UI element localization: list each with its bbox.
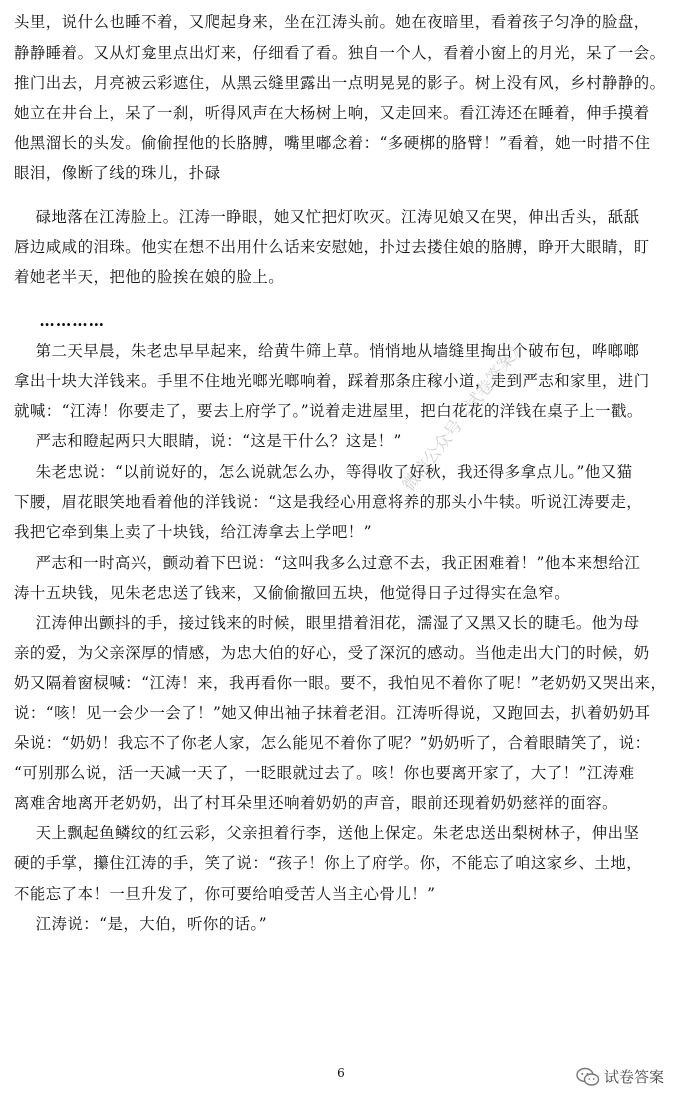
text-line: 就喊：“江涛！你要走了，要去上府学了。”说着走进屋里，把白花花的洋钱在桌子上一戳。	[14, 402, 643, 420]
footer-label: 试卷答案	[603, 1068, 664, 1086]
text-line: 江涛说：“是，大伯，听你的话。”	[14, 915, 268, 933]
text-line: 奶又隔着窗棂喊：“江涛！来，我再看你一眼。要不，我怕见不着你了呢！”老奶奶又哭出来，	[14, 674, 667, 692]
text-line: 严志和瞪起两只大眼睛，说：“这是干什么？这是！”	[14, 432, 402, 450]
text-line: 碌地落在江涛脸上。江涛一睁眼，她又忙把灯吹灭。江涛见娘又在哭，伸出舌头，舐舐	[14, 208, 640, 226]
text-line: 离难舍地离开老奶奶，出了村耳朵里还响着奶奶的声音，眼前还现着奶奶慈祥的面容。	[14, 794, 618, 812]
text-line: 我把它牵到集上卖了十块钱，给江涛拿去上学吧！”	[14, 523, 372, 541]
text-line: 他黑溜长的头发。偷偷捏他的长胳膊，嘴里嘟念着：“多硬梆的胳臂！”看着，她一时措不住	[14, 134, 651, 152]
text-line: 不能忘了本！一旦升发了，你可要给咱受苦人当主心骨儿！”	[14, 885, 436, 903]
text-line: 朵说：“奶奶！我忘不了你老人家，怎么能见不着你了呢？”奶奶听了，合着眼睛笑了，说：	[14, 734, 651, 752]
text-line: 硬的手掌，攥住江涛的手，笑了说：“孩子！你上了府学。你，不能忘了咱这家乡、土地，	[14, 854, 643, 872]
text-line: …………	[14, 312, 105, 330]
text-line: 天上飘起鱼鳞纹的红云彩，父亲担着行李，送他上保定。朱老忠送出梨树林子，伸出坚	[14, 824, 640, 842]
watermark-text: 微信公众号《试卷答案》	[398, 335, 530, 496]
footer-badge	[576, 1066, 664, 1087]
text-line: 她立在井台上，呆了一刹，听得风声在大杨树上响，又走回来。看江涛还在睡着，伸手摸着	[14, 104, 650, 122]
text-line: 说：“咳！见一会少一会了！”她又伸出袖子抹着老泪。江涛听得说，又跑回去，扒着奶奶耳	[14, 704, 651, 722]
text-line: 拿出十块大洋钱来。手里不住地光啷光啷响着，踩着那条庄稼小道，走到严志和家里，进门	[14, 372, 650, 390]
text-line: 着她老半天，把他的脸挨在娘的脸上。	[14, 268, 285, 286]
text-line: 涛十五块钱，见朱老忠送了钱来，又偷偷撤回五块，他觉得日子过得实在急窄。	[14, 584, 571, 602]
text-line: 静静睡着。又从灯龛里点出灯来，仔细看了看。独自一个人，看着小窗上的月光，呆了一会。	[14, 44, 666, 62]
text-line: 头里，说什么也睡不着，又爬起身来，坐在江涛头前。她在夜暗里，看着孩子匀净的脸盘，	[14, 13, 650, 31]
text-line: 第二天早晨，朱老忠早早起来，给黄牛筛上草。悄悄地从墙缝里掏出个破布包，哗啷啷	[14, 342, 640, 360]
page-number: 6	[337, 1066, 345, 1080]
text-line: 下腰，眉花眼笑地看着他的洋钱说：“这是我经心用意将养的那头小牛犊。听说江涛要走，	[14, 493, 643, 511]
text-line: 眼泪，像断了线的珠儿，扑碌	[14, 164, 221, 182]
text-line: “可别那么说，活一天减一天了，一眨眼就过去了。咳！你也要离开家了，大了！”江涛难	[14, 764, 635, 782]
text-line: 亲的爱，为父亲深厚的情感，为忠大伯的好心，受了深沉的感动。当他走出大门的时候，奶	[14, 644, 650, 662]
wechat-icon	[576, 1067, 600, 1087]
text-line: 严志和一时高兴，颤动着下巴说：“这叫我多么过意不去，我正困难着！”他本来想给江	[14, 554, 641, 572]
text-line: 唇边咸咸的泪珠。他实在想不出用什么话来安慰她，扑过去搂住娘的胳膊，睁开大眼睛，盯	[14, 238, 650, 256]
text-line: 推门出去，月亮被云彩遮住，从黑云缝里露出一点明晃晃的影子。树上没有风，乡村静静的。	[14, 74, 666, 92]
text-line: 江涛伸出颤抖的手，接过钱来的时候，眼里措着泪花，濡湿了又黑又长的睫毛。他为母	[14, 614, 640, 632]
text-line: 朱老忠说：“以前说好的，怎么说就怎么办，等得收了好秋，我还得多拿点儿。”他又猫	[14, 463, 633, 481]
